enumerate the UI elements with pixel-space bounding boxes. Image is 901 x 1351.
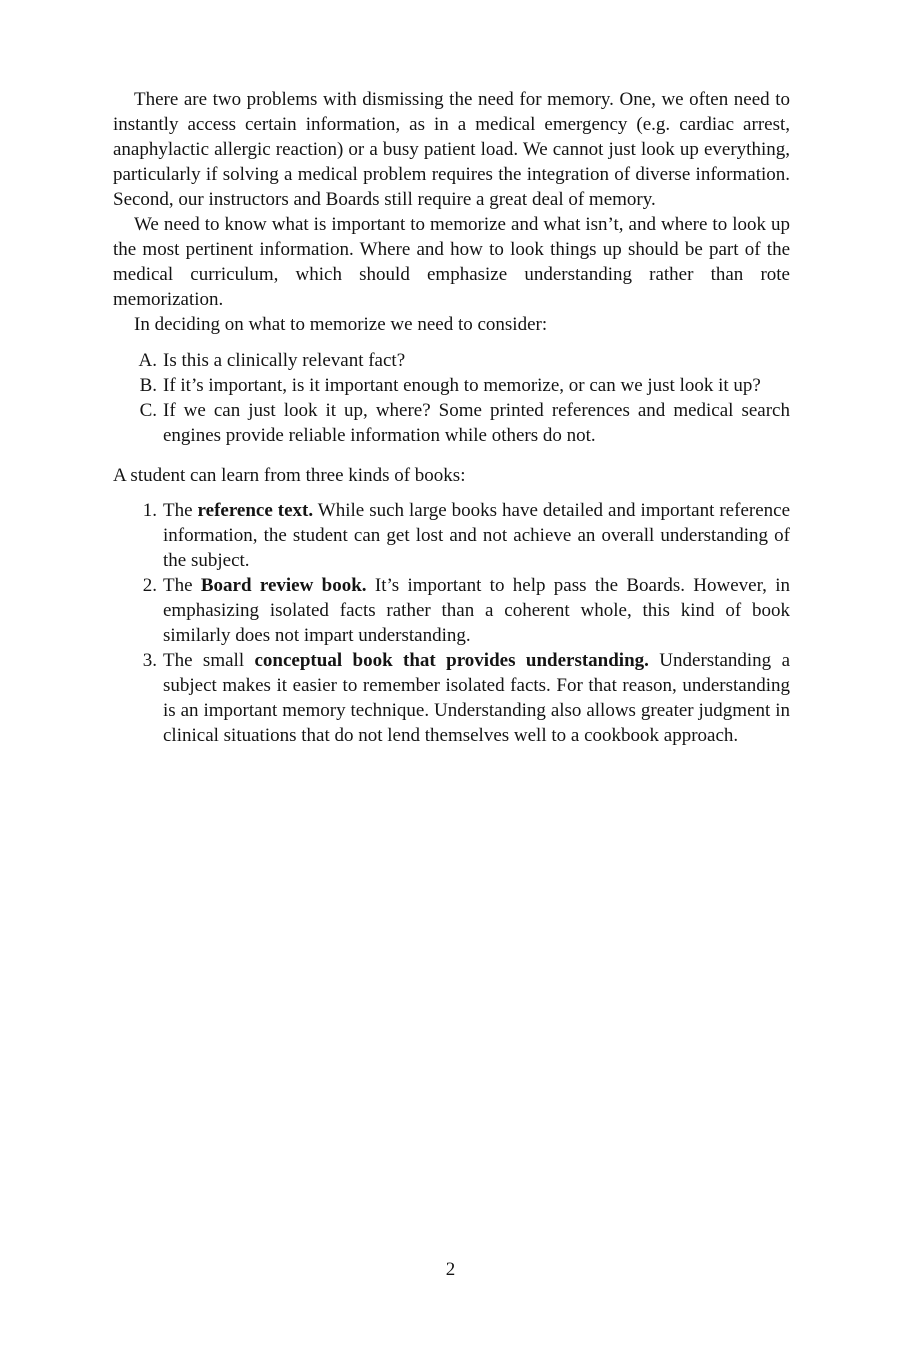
list-marker: 2. (142, 575, 157, 596)
list-item-3 (113, 648, 790, 748)
list-marker: 1. (142, 500, 157, 521)
page-content (113, 87, 790, 748)
list-item-1 (113, 498, 790, 573)
list-item-text: Is this a clinically relevant fact? (163, 350, 406, 371)
paragraph-three-kinds-of-books: A student can learn from three kinds of books: (113, 465, 466, 486)
list-item-text: If we can just look it up, where? Some printed references and medical search engines provide reliable information while others do not. (163, 400, 790, 446)
list-item-text: The Board review book. It’s important to help pass the Boards. However, in emphasizing isolated facts rather than a coherent whole, this kind of book similarly does not impart understanding. (163, 575, 791, 646)
paragraph-what-to-memorize: We need to know what is important to memorize and what isn’t, and where to look up the most pertinent information. Where and how to look things up should be part of the medical curriculum, which should emphasize understanding rather than rote memorization. (113, 214, 790, 310)
paragraph-deciding-intro: In deciding on what to memorize we need to consider: (134, 314, 548, 335)
list-item-a (113, 348, 790, 373)
list-item-b (113, 373, 790, 398)
page-number: 2 (445, 1259, 456, 1280)
list-marker: B. (139, 375, 157, 396)
list-item-text: The reference text. While such large books have detailed and important reference information, the student can get lost and not achieve an overall understanding of the subject. (163, 500, 791, 571)
list-marker: A. (138, 350, 157, 371)
list-item-text: If it’s important, is it important enough to memorize, or can we just look it up? (163, 375, 761, 396)
paragraph-memory-problems: There are two problems with dismissing the need for memory. One, we often need to instantly access certain information, as in a medical emergency (e.g. cardiac arrest, anaphylactic allergic reaction) or a busy patient load. We cannot just look up everything, particularly if solving a medical problem requires the integration of diverse information. Second, our instructors and Boards still require a great deal of memory. (113, 89, 790, 210)
list-marker: C. (139, 400, 157, 421)
list-item-text: The small conceptual book that provides understanding. Understanding a subject makes it easier to remember isolated facts. For that reason, understanding is an important memory technique. Understanding also allows greater judgment in clinical situations that do not lend themselves well to a cookbook approach. (163, 650, 790, 746)
list-item-2 (113, 573, 790, 648)
list-item-c (113, 398, 790, 448)
considerations-list (113, 348, 790, 448)
list-marker: 3. (142, 650, 157, 671)
book-types-list (113, 498, 790, 748)
